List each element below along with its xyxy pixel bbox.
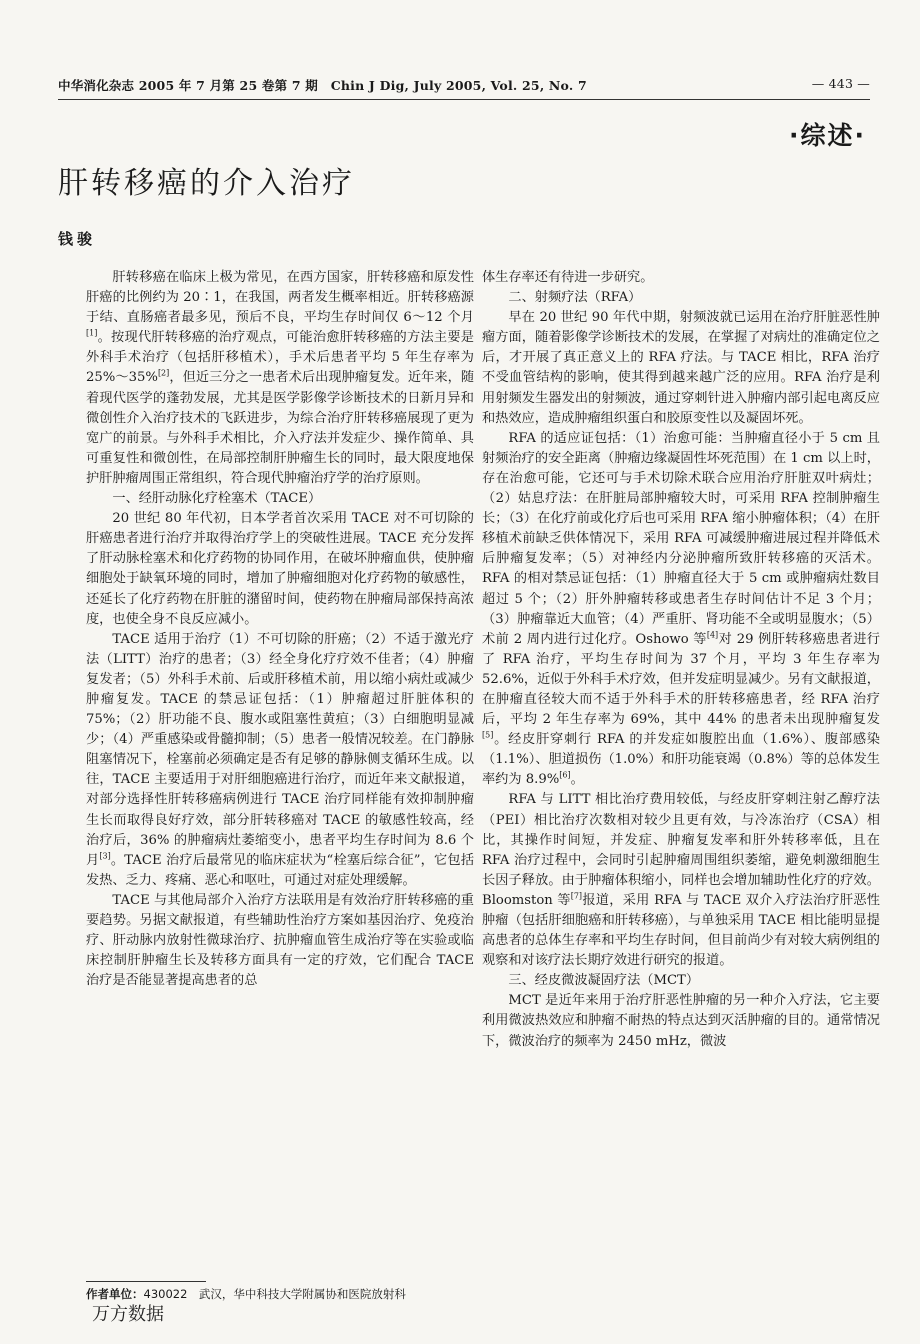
article-author: 钱骏 bbox=[58, 230, 97, 248]
body-paragraph: 20 世纪 80 年代初，日本学者首次采用 TACE 对不可切除的肝癌患者进行治疗并取得治疗学上的突破性进展。TACE 充分发挥了肝动脉栓塞术和化疗药物的协同作用，在破坏肿瘤血供，使肿瘤细胞处于缺氧环境的同时，增加了肿瘤细胞对化疗药物的敏感性，还延长了化疗药物在肝脏的潴留时间，使药物在肿瘤局部保持高浓度，也使全身不良反应减小。 bbox=[86, 511, 474, 627]
journal-citation: 中华消化杂志 2005 年 7 月第 25 卷第 7 期 Chin J Dig, July 2005, Vol. 25, No. 7 bbox=[58, 78, 587, 93]
section-heading-tace: 一、经肝动脉化疗栓塞术（TACE） bbox=[112, 491, 322, 507]
left-column bbox=[86, 268, 474, 1280]
article-title: 肝转移癌的介入治疗 bbox=[58, 166, 355, 201]
body-paragraph: RFA 的适应证包括：（1）治愈可能：当肿瘤直径小于 5 cm 且射频治疗的安全距离（肿瘤边缘凝固性坏死范围）在 1 cm 以上时，存在治愈可能，它还可与手术切除术联合应用治疗肝脏双叶病灶；（2）姑息疗法：在肝脏局部肿瘤较大时，可采用 RFA 控制肿瘤生长；（3）在化疗前或化疗后也可采用 RFA 缩小肿瘤体积；（4）在肝移植术前缺乏供体情况下，采用 RFA 可减缓肿瘤进展过程并降低术后肿瘤复发率；（5）对神经内分泌肿瘤所致肝转移癌的灭活术。RFA 的相对禁忌证包括：（1）肿瘤直径大于 5 cm 或肿瘤病灶数目超过 5 个；（2）肝外肿瘤转移或患者生存时间估计不足 3 个月；（3）肿瘤靠近大血管；（4）严重肝、肾功能不全或明显腹水；（5）术前 2 周内进行过化疗。Oshowo 等[4]对 29 例肝转移癌患者进行了 RFA 治疗，平均生存时间为 37 个月，平均 3 年生存率为 52.6%，近似于外科手术疗效，但并发症明显减少。另有文献报道，在肿瘤直径较大而不适于外科手术的肝转移癌患者，经 RFA 治疗后，平均 2 年生存率为 69%，其中 44% 的患者未出现肿瘤复发[5]。经皮肝穿刺行 RFA 的并发症如腹腔出血（1.6%）、腹部感染（1.1%）、胆道损伤（1.0%）和肝功能衰竭（0.8%）等的总体发生率约为 8.9%[6]。 bbox=[482, 430, 880, 788]
intro-paragraph: 肝转移癌在临床上极为常见，在西方国家，肝转移癌和原发性肝癌的比例约为 20∶1，在我国，两者发生概率相近。肝转移癌源于结、直肠癌者最多见，预后不良，平均生存时间仅 6～12 个月[1]。按现代肝转移癌的治疗观点，可能治愈肝转移癌的方法主要是外科手术治疗（包括肝移植术），手术后患者平均 5 年生存率为 25%～35%[2]，但近三分之一患者术后出现肿瘤复发。近年来，随着现代医学的蓬勃发展，尤其是医学影像学诊断技术的日新月异和微创性介入治疗技术的飞跃进步，为综合治疗肝转移癌展现了更为宽广的前景。与外科手术相比，介入疗法并发症少、操作简单、具可重复性和微创性，在局部控制肝肿瘤生长的同时，最大限度地保护肝肿瘤周围正常组织，符合现代肿瘤治疗学的治疗原则。 bbox=[86, 270, 474, 486]
citation-ref: [1] bbox=[86, 328, 98, 338]
watermark: 万方数据 bbox=[92, 1304, 164, 1325]
body-paragraph: MCT 是近年来用于治疗肝恶性肿瘤的另一种介入疗法，它主要利用微波热效应和肿瘤不耐热的特点达到灭活肿瘤的目的。通常情况下，微波治疗的频率为 2450 mHz，微波 bbox=[482, 993, 880, 1049]
citation-ref: [6] bbox=[559, 770, 571, 780]
page-number: — 443 — bbox=[811, 76, 870, 91]
affiliation-label: 作者单位： bbox=[86, 1287, 144, 1301]
right-column bbox=[482, 268, 880, 1328]
section-heading-mct: 三、经皮微波凝固疗法（MCT） bbox=[508, 973, 700, 989]
body-paragraph: TACE 适用于治疗（1）不可切除的肝癌；（2）不适于激光疗法（LITT）治疗的患者；（3）经全身化疗疗效不佳者；（4）肿瘤复发者；（5）外科手术前、后或肝移植术前，用以缩小病灶或减少肿瘤复发。TACE 的禁忌证包括：（1）肿瘤超过肝脏体积的 75%；（2）肝功能不良、腹水或阻塞性黄疸；（3）白细胞明显减少；（4）严重感染或骨髓抑制；（5）患者一般情况较差。在门静脉阻塞情况下，栓塞前必须确定是否有足够的静脉侧支循环生成。以往，TACE 主要适用于对肝细胞癌进行治疗，而近年来文献报道，对部分选择性肝转移癌病例进行 TACE 治疗同样能有效抑制肿瘤生长而取得良好疗效，部分肝转移癌对 TACE 的敏感性较高，经治疗后，36% 的肿瘤病灶萎缩变小，患者平均生存时间为 8.6 个月[3]。TACE 治疗后最常见的临床症状为“栓塞后综合征”，它包括发热、乏力、疼痛、恶心和呕吐，可通过对症处理缓解。 bbox=[86, 631, 474, 888]
citation-ref: [7] bbox=[570, 891, 583, 901]
footnote-rule bbox=[86, 1281, 206, 1282]
continued-paragraph: 体生存率还有待进一步研究。 bbox=[482, 270, 654, 285]
citation-ref: [4] bbox=[706, 630, 719, 640]
section-tag: ·综述· bbox=[789, 121, 866, 150]
running-header bbox=[58, 74, 870, 96]
affiliation-text: 430022 武汉，华中科技大学附属协和医院放射科 bbox=[143, 1287, 406, 1301]
body-paragraph: RFA 与 LITT 相比治疗费用较低，与经皮肝穿刺注射乙醇疗法（PEI）相比治疗次数相对较少且更有效，与冷冻治疗（CSA）相比，其操作时间短，并发症、肿瘤复发率和肝外转移率低，且在 RFA 治疗过程中，会同时引起肿瘤周围组织萎缩，避免刺激细胞生长因子释放。由于肿瘤体积缩小，同样也会增加辅助性化疗的疗效。Bloomston 等[7]报道，采用 RFA 与 TACE 双介入疗法治疗肝恶性肿瘤（包括肝细胞癌和肝转移癌），与单独采用 TACE 相比能明显提高患者的总体生存率和平均生存时间，但目前尚少有对较大病例组的观察和对该疗法长期疗效进行研究的报道。 bbox=[482, 792, 880, 969]
citation-ref: [5] bbox=[482, 730, 494, 740]
header-rule bbox=[58, 99, 870, 100]
citation-ref: [2] bbox=[157, 369, 170, 379]
citation-ref: [3] bbox=[99, 851, 111, 861]
section-heading-rfa: 二、射频疗法（RFA） bbox=[508, 290, 642, 306]
body-paragraph: 早在 20 世纪 90 年代中期，射频波就已运用在治疗肝脏恶性肿瘤方面，随着影像学诊断技术的发展，在掌握了对病灶的准确定位之后，才开展了真正意义上的 RFA 疗法。与 TACE 相比，RFA 治疗不受血管结构的影响，使其得到越来越广泛的应用。RFA 治疗是利用射频发生器发出的射频波，通过穿刺针进入肿瘤内部引起电离反应和热效应，造成肿瘤组织蛋白和胶原变性以及凝固坏死。 bbox=[482, 310, 880, 426]
body-paragraph: TACE 与其他局部介入治疗方法联用是有效治疗肝转移癌的重要趋势。另据文献报道，有些辅助性治疗方案如基因治疗、免疫治疗、肝动脉内放射性微球治疗、抗肿瘤血管生成治疗等在实验或临床控制肝肿瘤生长及转移方面具有一定的疗效，它们配合 TACE 治疗是否能显著提高患者的总 bbox=[86, 892, 474, 989]
